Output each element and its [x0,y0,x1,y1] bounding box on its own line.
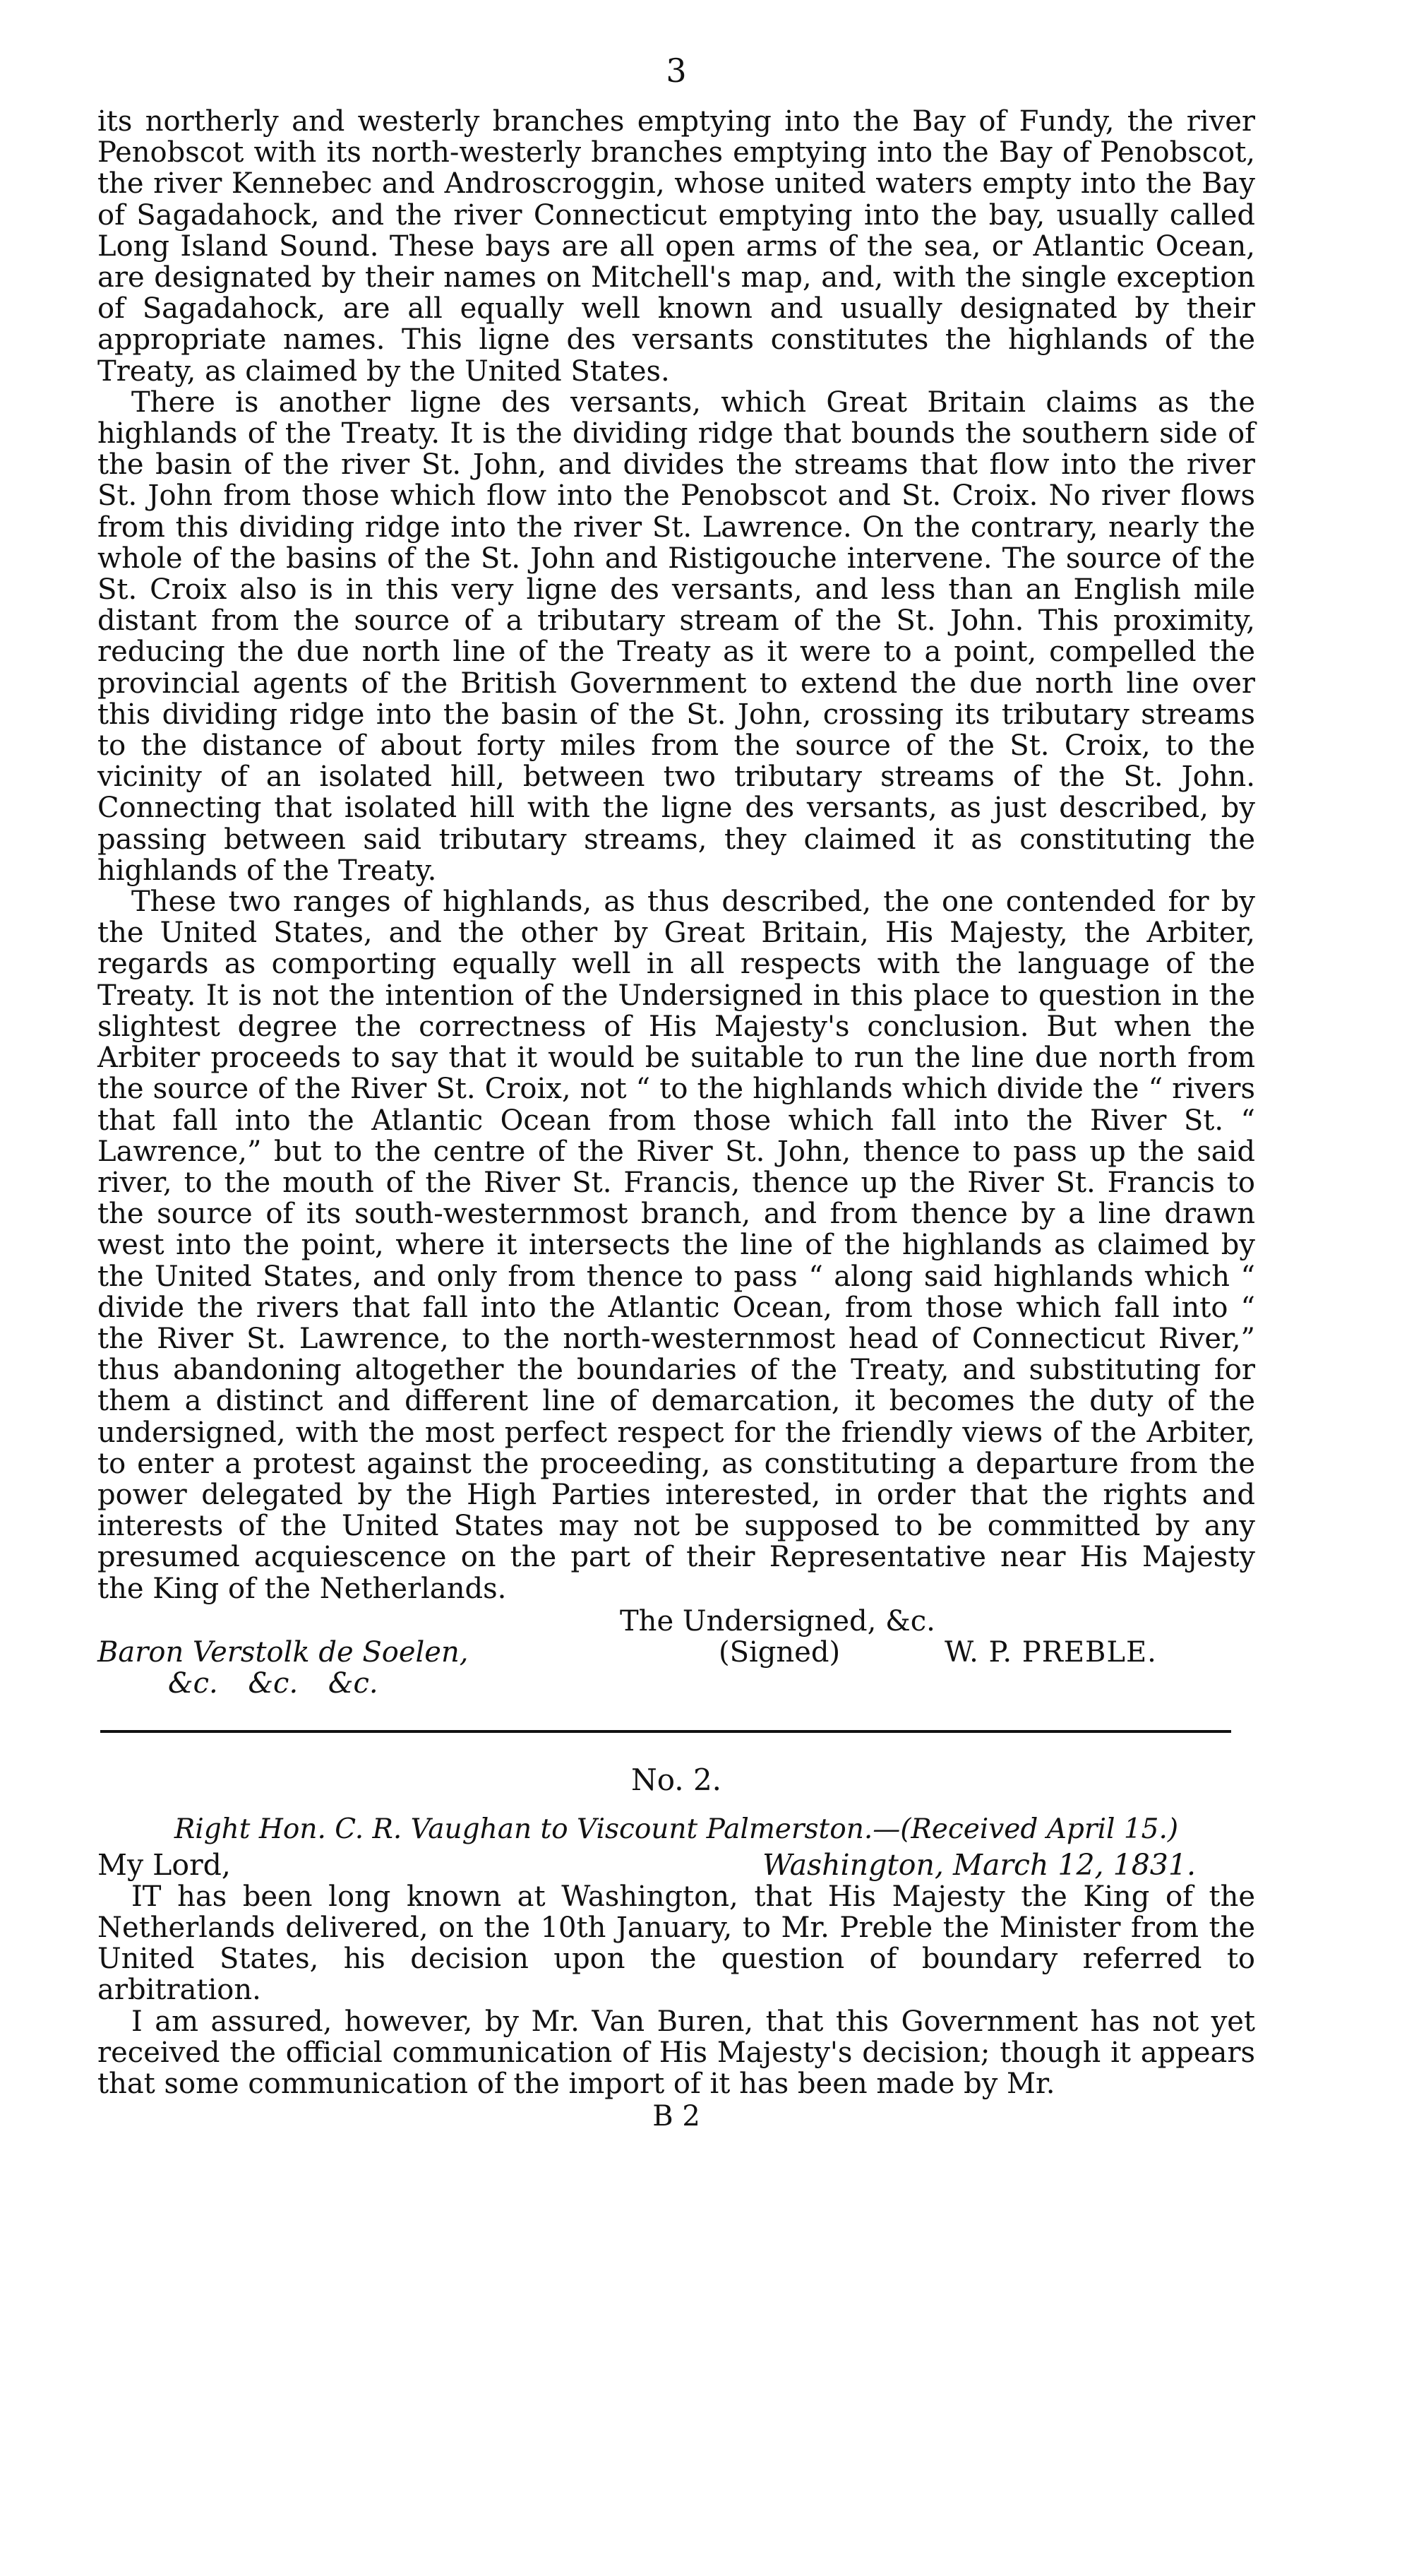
addressee-etc: &c. &c. &c. [168,1666,378,1700]
salutation: My Lord, [97,1847,231,1882]
closing-line: The Undersigned, &c. [620,1604,935,1638]
letter-header: Right Hon. C. R. Vaughan to Viscount Palmerston.—(Received April 15.) [174,1813,1179,1845]
signer-name: W. P. PREBLE. [945,1635,1157,1669]
letter-paragraph-2: I am assured, however, by Mr. Van Buren, that this Government has not yet received the official communication of His Majesty's decision; though it appears that some communication of the import of it has been made by Mr. [97,2005,1255,2100]
paragraph-continuation: its northerly and westerly branches emptying into the Bay of Fundy, the river Penobscot with its north-westerly branches emptying into the Bay of Penobscot, the river Kennebec and Androscroggin, whose united waters empty into the Bay of Sagadahock, and the river Connecticut emptying into the bay, usually called Long Island Sound. These bays are all open arms of the sea, or Atlantic Ocean, are designated by their names on Mitchell's map, and, with the single exception of Sagadahock, are all equally well known and usually designated by their appropriate names. This ligne des versants constitutes the highlands of the Treaty, as claimed by the United States. [97,105,1255,388]
document-page [97,51,1255,2536]
addressee: Baron Verstolk de Soelen, [97,1635,469,1669]
paragraph-british-claim: There is another ligne des versants, which Great Britain claims as the highlands of the Treaty. It is the dividing ridge that bounds the southern side of the basin of the river St. John, and divides the streams that flow into the river St. John from those which flow into the Penobscot and St. Croix. No river flows from this dividing ridge into the river St. Lawrence. On the contrary, nearly the whole of the basins of the St. John and Ristigouche intervene. The source of the St. Croix also is in this very ligne des versants, and less than an English mile distant from the source of a tributary stream of the St. John. This proximity, reducing the due north line of the Treaty as it were to a point, compelled the provincial agents of the British Government to extend the due north line over this dividing ridge into the basin of the St. John, crossing its tributary streams to the distance of about forty miles from the source of the St. Croix, to the vicinity of an isolated hill, between two tributary streams of the St. John. Connecting that isolated hill with the ligne des versants, as just described, by passing between said tributary streams, they claimed it as constituting the highlands of the Treaty. [97,386,1255,887]
letter-paragraph-1: IT has been long known at Washington, that His Majesty the King of the Netherlands delivered, on the 10th January, to Mr. Preble the Minister from the United States, his decision upon the question of boundary referred to arbitration. [97,1880,1255,2007]
paragraph-protest: These two ranges of highlands, as thus described, the one contended for by the United States, and the other by Great Britain, His Majesty, the Arbiter, regards as comporting equally well in all respects with the language of the Treaty. It is not the intention of the Undersigned in this place to question in the slightest degree the correctness of His Majesty's conclusion. But when the Arbiter proceeds to say that it would be suitable to run the line due north from the source of the River St. Croix, not “ to the highlands which divide the “ rivers that fall into the Atlantic Ocean from those which fall into the River St. “ Lawrence,” but to the centre of the River St. John, thence to pass up the said river, to the mouth of the River St. Francis, thence up the River St. Francis to the source of its south-westernmost branch, and from thence by a line drawn west into the point, where it intersects the line of the highlands as claimed by the United States, and only from thence to pass “ along said highlands which “ divide the rivers that fall into the Atlantic Ocean, from those which fall into “ the River St. Lawrence, to the north-westernmost head of Connecticut River,” thus abandoning altogether the boundaries of the Treaty, and substituting for them a distinct and different line of demarcation, it becomes the duty of the undersigned, with the most perfect respect for the friendly views of the Arbiter, to enter a protest against the proceeding, as constituting a departure from the power delegated by the High Parties interested, in order that the rights and interests of the United States may not be supposed to be committed by any presumed acquiescence on the part of their Representative near His Majesty the King of the Netherlands. [97,886,1255,1605]
section-divider [100,1730,1231,1733]
signed-label: (Signed) [719,1635,841,1669]
signature-row [97,1637,1255,1668]
salutation-row [97,1849,1196,1881]
document-number: No. 2. [630,1762,722,1797]
page-number: 3 [666,52,687,90]
letter-date: Washington, March 12, 1831. [762,1847,1196,1882]
signature-mark: B 2 [652,2100,700,2133]
